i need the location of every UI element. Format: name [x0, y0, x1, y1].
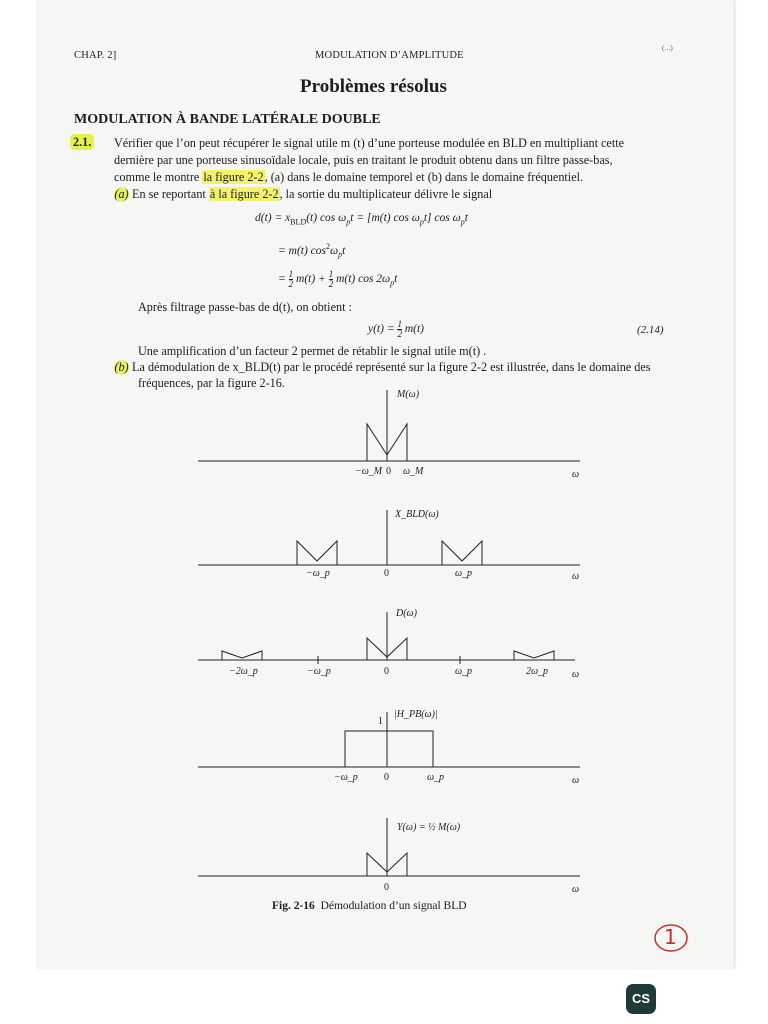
panel3-spectrum-right	[514, 651, 554, 660]
page-mark: (...)	[662, 44, 673, 52]
panel3-spectrum-left	[222, 651, 262, 660]
panel2-spectrum-left	[297, 541, 337, 565]
caption-text: Démodulation d’un signal BLD	[320, 900, 467, 912]
panel3-tick-neg2: −2ω_p	[229, 666, 258, 677]
highlight-figure-ref-2: à la figure 2-2	[209, 187, 279, 201]
panel4-filter	[345, 731, 433, 767]
panel2-tick-neg: −ω_p	[306, 568, 330, 579]
panel3-tick-zero: 0	[384, 666, 389, 677]
highlight-figure-ref: la figure 2-2	[203, 170, 264, 184]
section-heading: MODULATION À BANDE LATÉRALE DOUBLE	[74, 112, 381, 127]
panel3-tick-pos1: ω_p	[455, 666, 473, 677]
chapter-label: CHAP. 2]	[74, 50, 117, 61]
running-title: MODULATION D’AMPLITUDE	[315, 50, 464, 61]
caption-label: Fig. 2-16	[272, 900, 315, 912]
panel2-spectrum-right	[442, 541, 482, 565]
panel1-axis-label: ω	[572, 469, 580, 480]
part-b-line-1: (b) La démodulation de x_BLD(t) par le procédé représenté sur la figure 2-2 est illustrée, dans le domaine des	[114, 360, 651, 374]
panel4-level: 1	[378, 716, 383, 727]
after-filter-text: Après filtrage passe-bas de d(t), on obtient :	[138, 300, 352, 314]
panel3-tick-neg1: −ω_p	[307, 666, 331, 677]
equation-2: = m(t) $\cos^2\omega_pt$	[278, 242, 346, 260]
equation-1-rendered: $d(t) = x_{BLD}(t)$ $\cos \omega_pt = [m(t)$ $\cos \omega_pt$] $\cos \omega_pt$	[255, 212, 468, 227]
panel4-label: |H_PB(ω)|	[394, 709, 438, 720]
figure-caption	[272, 900, 467, 912]
panel3-axis-label: ω	[572, 669, 580, 680]
equation-3: = $\frac{1}{2}$ m(t) + $\frac{1}{2}$ m(t) $\cos 2\omega_pt$	[278, 269, 398, 289]
panel3-label: D(ω)	[396, 608, 417, 619]
panel2-tick-zero: 0	[384, 568, 389, 579]
panel2-axis-label: ω	[572, 571, 580, 582]
problem-line-1: Vérifier que l’on peut récupérer le signal utile m (t) d’une porteuse modulée en BLD en multipliant cette	[114, 136, 625, 150]
panel5-label: Y(ω) = ½ M(ω)	[397, 822, 461, 833]
equation-number: (2.14)	[637, 324, 664, 336]
equation-4: y(t) = $\frac{1}{2}$ m(t)	[368, 319, 425, 339]
part-b-line-2: fréquences, par la figure 2-16.	[138, 376, 285, 390]
part-a-marker: (a)	[114, 187, 129, 201]
panel4-axis-label: ω	[572, 775, 580, 786]
amplification-text: Une amplification d’un facteur 2 permet de rétablir le signal utile m(t) .	[138, 344, 487, 358]
problem-number: 2.1.	[70, 134, 94, 151]
panel2-tick-pos: ω_p	[455, 568, 473, 579]
panel5-tick-zero: 0	[384, 882, 389, 893]
panel1-tick-neg: −ω_M	[355, 466, 383, 477]
panel1-label: M(ω)	[397, 389, 420, 400]
panel4-tick-zero: 0	[384, 772, 389, 783]
part-a-intro: (a) En se reportant à la figure 2-2, la sortie du multiplicateur délivre le signal	[114, 187, 493, 201]
panel5-axis-label: ω	[572, 884, 580, 895]
panel2-label: X_BLD(ω)	[395, 509, 439, 520]
panel4-tick-pos: ω_p	[427, 772, 445, 783]
page-title: Problèmes résolus	[300, 76, 447, 97]
camscanner-logo: CS	[626, 984, 656, 1014]
panel1-tick-zero: 0	[386, 466, 391, 477]
problem-line-3: comme le montre la figure 2-2, (a) dans le domaine temporel et (b) dans le domaine fréquentiel.	[114, 170, 584, 184]
panel3-tick-pos2: 2ω_p	[526, 666, 549, 677]
page-number: 1	[664, 925, 677, 949]
panel4-tick-neg: −ω_p	[334, 772, 358, 783]
problem-line-2: dernière par une porteuse sinusoïdale locale, puis en traitant le produit obtenu dans un filtre passe-bas,	[114, 153, 613, 167]
part-b-marker: (b)	[114, 360, 129, 374]
panel1-tick-pos: ω_M	[403, 466, 424, 477]
